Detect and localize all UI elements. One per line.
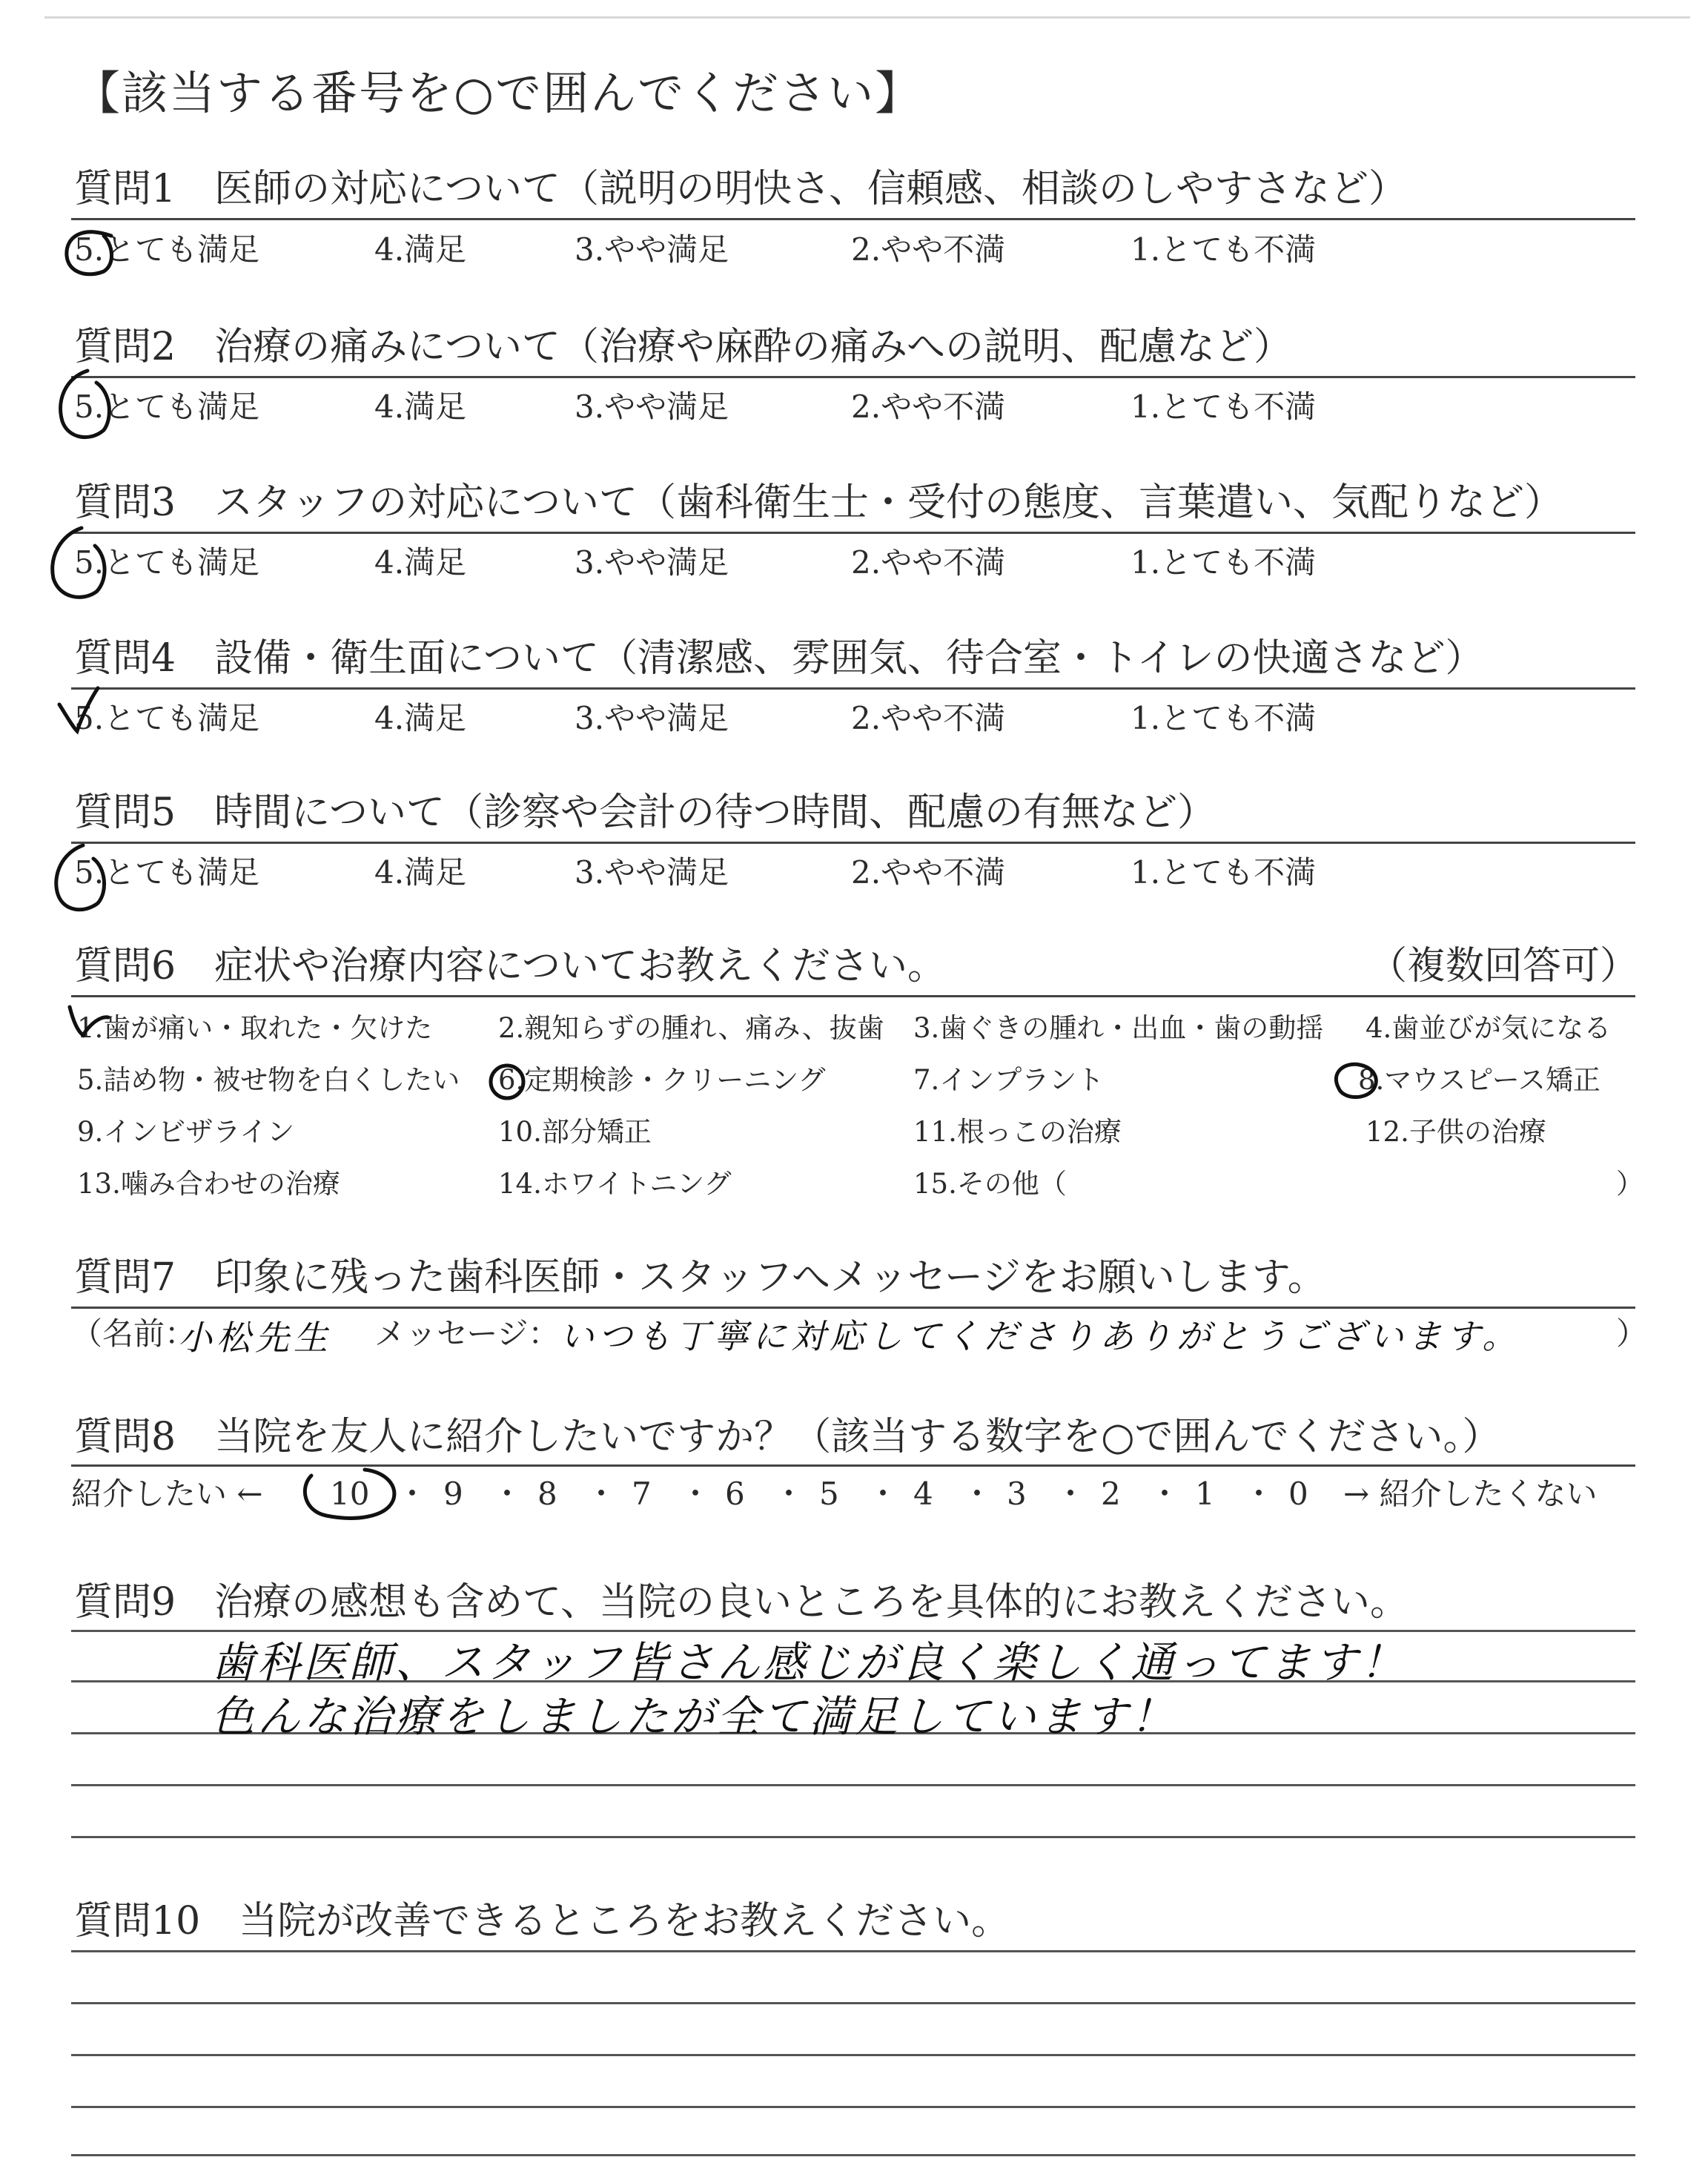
top-border bbox=[44, 16, 1690, 19]
q1-option-3[interactable]: 3.やや満足 bbox=[575, 231, 729, 268]
q8-scale-1[interactable]: 1 bbox=[1195, 1476, 1215, 1512]
q4-option-2[interactable]: 2.やや不満 bbox=[851, 700, 1006, 736]
q6-option-15[interactable]: 15.その他（ bbox=[913, 1168, 1067, 1200]
q2-option-5[interactable]: 5.とても満足 bbox=[74, 389, 260, 425]
q6-option-1[interactable]: 1.歯が痛い・取れた・欠けた bbox=[77, 1012, 433, 1044]
q3-option-4[interactable]: 4.満足 bbox=[374, 544, 467, 581]
q6-option-8[interactable]: 8.マウスピース矯正 bbox=[1358, 1064, 1601, 1096]
question-8-rule bbox=[71, 1464, 1635, 1467]
q8-sep: ・ bbox=[586, 1476, 618, 1512]
question-8: 質問8 当院を友人に紹介したいですか？（該当する数字を○で囲んでください。） bbox=[74, 1415, 1501, 1459]
q8-scale-3[interactable]: 3 bbox=[1007, 1476, 1027, 1512]
q8-scale-4[interactable]: 4 bbox=[913, 1476, 933, 1512]
q6-option-6[interactable]: 6.定期検診・クリーニング bbox=[498, 1064, 826, 1096]
q7-message-label: メッセージ： bbox=[374, 1315, 560, 1352]
question-1: 質問1 医師の対応について（説明の明快さ、信頼感、相談のしやすさなど） bbox=[74, 167, 1407, 211]
q4-option-1[interactable]: 1.とても不満 bbox=[1131, 700, 1317, 736]
q8-left-label: 紹介したい ← bbox=[71, 1476, 263, 1512]
q9-answer-line bbox=[71, 1784, 1635, 1786]
q6-option-13[interactable]: 13.噛み合わせの治療 bbox=[77, 1168, 340, 1200]
question-6-note: （複数回答可） bbox=[1368, 944, 1639, 988]
q8-scale-7[interactable]: 7 bbox=[632, 1476, 652, 1512]
q2-option-3[interactable]: 3.やや満足 bbox=[575, 389, 729, 425]
q8-sep: ・ bbox=[397, 1476, 428, 1512]
q8-sep: ・ bbox=[1149, 1476, 1181, 1512]
q6-option-7[interactable]: 7.インプラント bbox=[913, 1064, 1105, 1096]
q7-close: ） bbox=[1616, 1315, 1648, 1352]
q4-option-3[interactable]: 3.やや満足 bbox=[575, 700, 729, 736]
q8-sep: ・ bbox=[491, 1476, 523, 1512]
q6-option-4[interactable]: 4.歯並びが気になる bbox=[1366, 1012, 1612, 1044]
q6-option-3[interactable]: 3.歯ぐきの腫れ・出血・歯の動揺 bbox=[913, 1012, 1324, 1044]
q7-name-label: （名前： bbox=[71, 1315, 196, 1352]
q6-option-11[interactable]: 11.根っこの治療 bbox=[913, 1116, 1122, 1148]
q4-option-4[interactable]: 4.満足 bbox=[374, 700, 467, 736]
q8-sep: ・ bbox=[867, 1476, 899, 1512]
q9-answer-line bbox=[71, 1836, 1635, 1838]
question-6: 質問6 症状や治療内容についてお教えください。 bbox=[74, 944, 947, 988]
q2-option-2[interactable]: 2.やや不満 bbox=[851, 389, 1006, 425]
q8-scale-2[interactable]: 2 bbox=[1101, 1476, 1121, 1512]
q8-scale-5[interactable]: 5 bbox=[819, 1476, 839, 1512]
q8-right-label: → 紹介したくない bbox=[1343, 1476, 1598, 1512]
question-2-rule bbox=[71, 376, 1635, 378]
q8-scale-10[interactable]: 10 bbox=[330, 1476, 370, 1512]
q6-option-10[interactable]: 10.部分矯正 bbox=[498, 1116, 652, 1148]
question-1-rule bbox=[71, 218, 1635, 220]
q1-option-5[interactable]: 5.とても満足 bbox=[74, 231, 260, 268]
question-6-rule bbox=[71, 995, 1635, 997]
q10-answer-line bbox=[71, 1950, 1635, 1952]
q10-answer-line bbox=[71, 2154, 1635, 2156]
q9-answer-line-1[interactable]: 歯科医師、スタッフ皆さん感じが良く楽しく通ってます！ bbox=[211, 1637, 1407, 1688]
q10-answer-line bbox=[71, 2054, 1635, 2056]
q3-option-1[interactable]: 1.とても不満 bbox=[1131, 544, 1317, 581]
q5-option-2[interactable]: 2.やや不満 bbox=[851, 854, 1006, 891]
q8-scale-6[interactable]: 6 bbox=[725, 1476, 745, 1512]
q6-option-5[interactable]: 5.詰め物・被せ物を白くしたい bbox=[77, 1064, 460, 1096]
q1-option-4[interactable]: 4.満足 bbox=[374, 231, 467, 268]
q5-option-1[interactable]: 1.とても不満 bbox=[1131, 854, 1317, 891]
q6-option-12[interactable]: 12.子供の治療 bbox=[1366, 1116, 1546, 1148]
question-5-rule bbox=[71, 842, 1635, 844]
question-10: 質問10 当院が改善できるところをお教えください。 bbox=[74, 1899, 1010, 1943]
q4-option-5[interactable]: 5.とても満足 bbox=[74, 700, 260, 736]
q6-option-9[interactable]: 9.インビザライン bbox=[77, 1116, 295, 1148]
q2-option-1[interactable]: 1.とても不満 bbox=[1131, 389, 1317, 425]
q5-option-4[interactable]: 4.満足 bbox=[374, 854, 467, 891]
question-4: 質問4 設備・衛生面について（清潔感、雰囲気、待合室・トイレの快適さなど） bbox=[74, 636, 1484, 681]
q6-option-15-close: ） bbox=[1616, 1168, 1644, 1200]
q8-sep: ・ bbox=[1243, 1476, 1275, 1512]
question-5: 質問5 時間について（診察や会計の待つ時間、配慮の有無など） bbox=[74, 790, 1217, 835]
q8-sep: ・ bbox=[1055, 1476, 1087, 1512]
q3-option-2[interactable]: 2.やや不満 bbox=[851, 544, 1006, 581]
q10-answer-line bbox=[71, 2106, 1635, 2108]
q8-scale-9[interactable]: 9 bbox=[443, 1476, 463, 1512]
question-7-rule bbox=[71, 1307, 1635, 1309]
question-9: 質問9 治療の感想も含めて、当院の良いところを具体的にお教えください。 bbox=[74, 1580, 1409, 1625]
question-7: 質問7 印象に残った歯科医師・スタッフへメッセージをお願いします。 bbox=[74, 1255, 1326, 1300]
q10-answer-line bbox=[71, 2002, 1635, 2004]
q1-option-1[interactable]: 1.とても不満 bbox=[1131, 231, 1317, 268]
q6-option-2[interactable]: 2.親知らずの腫れ、痛み、抜歯 bbox=[498, 1012, 884, 1044]
q7-name-value[interactable]: 小松先生 bbox=[178, 1318, 332, 1358]
q5-option-5[interactable]: 5.とても満足 bbox=[74, 854, 260, 891]
question-3: 質問3 スタッフの対応について（歯科衛生士・受付の態度、言葉遣い、気配りなど） bbox=[74, 480, 1563, 525]
q3-option-5[interactable]: 5.とても満足 bbox=[74, 544, 260, 581]
question-3-rule bbox=[71, 532, 1635, 534]
q8-sep: ・ bbox=[680, 1476, 712, 1512]
q8-sep: ・ bbox=[961, 1476, 993, 1512]
question-4-rule bbox=[71, 687, 1635, 690]
question-2: 質問2 治療の痛みについて（治療や麻酔の痛みへの説明、配慮など） bbox=[74, 325, 1293, 369]
q8-sep: ・ bbox=[773, 1476, 805, 1512]
q8-scale-0[interactable]: 0 bbox=[1288, 1476, 1308, 1512]
q5-option-3[interactable]: 3.やや満足 bbox=[575, 854, 729, 891]
q2-option-4[interactable]: 4.満足 bbox=[374, 389, 467, 425]
q8-scale-8[interactable]: 8 bbox=[537, 1476, 557, 1512]
q7-message-value[interactable]: いつも丁寧に対応してくださりありがとうございます。 bbox=[560, 1316, 1521, 1356]
q9-answer-line-2[interactable]: 色んな治療をしましたが全て満足しています！ bbox=[211, 1691, 1177, 1742]
q3-option-3[interactable]: 3.やや満足 bbox=[575, 544, 729, 581]
q6-option-14[interactable]: 14.ホワイトニング bbox=[498, 1168, 732, 1200]
q1-option-2[interactable]: 2.やや不満 bbox=[851, 231, 1006, 268]
page-title: 【該当する番号を○で囲んでください】 bbox=[74, 66, 923, 120]
